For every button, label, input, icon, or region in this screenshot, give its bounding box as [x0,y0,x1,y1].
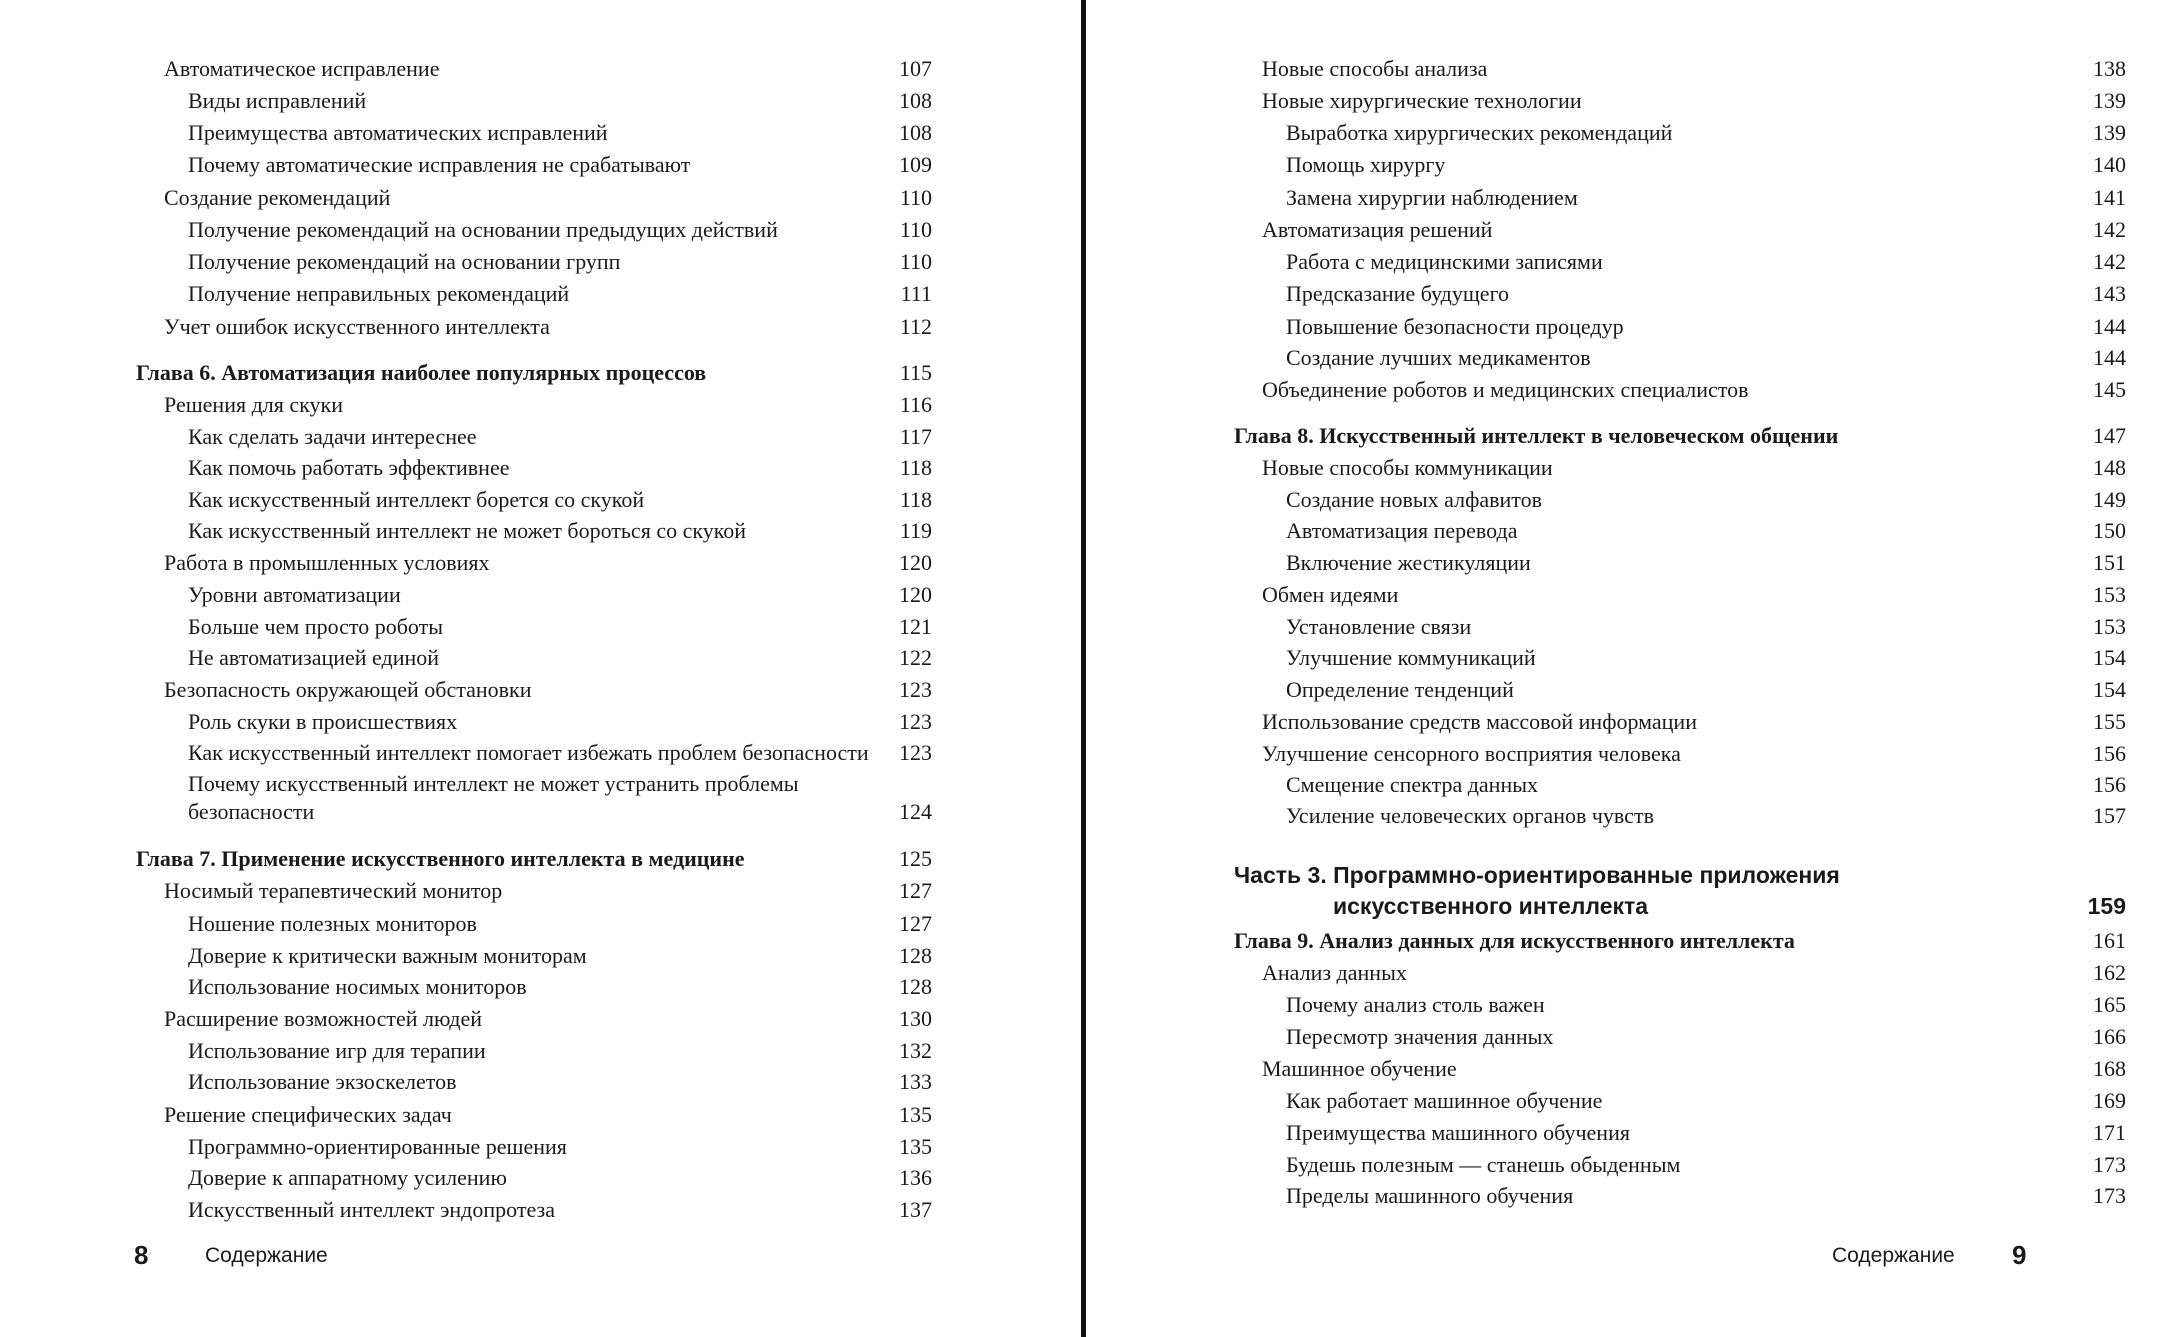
toc-entry-title: Почему автоматические исправления не срабатывают [188,152,691,177]
toc-entry-page: 120 [899,550,932,575]
toc-entry-page: 120 [899,582,932,607]
toc-entry-title: Как искусственный интеллект помогает избежать проблем безопасности [188,740,869,765]
toc-entry-title: Использование средств массовой информации [1262,709,1697,734]
toc-entry-page: 118 [899,455,932,480]
toc-entry-page: 145 [2093,377,2126,402]
toc-entry-title: Учет ошибок искусственного интеллекта [164,314,550,339]
page-number: 8 [134,1240,149,1270]
toc-entry-title: Создание рекомендаций [164,185,391,210]
toc-entry-page: 135 [899,1102,932,1127]
page-number: 9 [2012,1240,2027,1270]
toc-entry-page: 135 [899,1134,932,1159]
toc-entry-title: Улучшение сенсорного восприятия человека [1262,741,1681,766]
toc-entry-title: Не автоматизацией единой [188,645,440,670]
toc-entry-page: 154 [2093,645,2126,670]
left-page [0,0,1083,1337]
toc-entry-page: 165 [2093,992,2126,1017]
toc-entry-title: Как сделать задачи интереснее [188,424,477,449]
toc-entry-page: 144 [2093,314,2126,339]
toc-entry-page: 125 [899,846,932,871]
toc-entry-title: Безопасность окружающей обстановки [164,677,532,702]
toc-entry-title: Создание лучших медикаментов [1286,345,1591,370]
toc-entry-page: 123 [899,740,932,765]
toc-entry-title: Работа с медицинскими записями [1286,249,1603,274]
toc-entry-page: 110 [899,185,932,210]
toc-entry-page: 159 [2087,893,2126,919]
toc-entry-page: 110 [899,249,932,274]
footer-label: Содержание [205,1244,328,1267]
toc-entry-title: Почему искусственный интеллект не может устранить проблемы [188,771,799,796]
toc-entry-page: 112 [899,314,932,339]
toc-entry-page: 109 [899,152,932,177]
toc-entry-page: 118 [899,487,932,512]
toc-entry-title: Автоматизация решений [1262,217,1493,242]
toc-entry-page: 130 [899,1006,932,1031]
toc-entry-page: 115 [899,360,932,385]
toc-entry-title: Автоматизация перевода [1286,518,1518,543]
toc-entry-title: Преимущества автоматических исправлений [188,120,608,145]
toc-entry-title: Усиление человеческих органов чувств [1286,803,1654,828]
toc-entry-title: Создание новых алфавитов [1286,487,1543,512]
toc-entry-title: безопасности [188,799,315,824]
toc-entry-title: Помощь хирургу [1286,152,1446,177]
toc-entry-title: Анализ данных [1262,960,1407,985]
toc-entry-page: 171 [2093,1120,2126,1145]
toc-entry-page: 151 [2093,550,2126,575]
toc-entry-page: 169 [2093,1088,2126,1113]
toc-entry-page: 156 [2093,772,2126,797]
toc-entry-title: Будешь полезным — станешь обыденным [1286,1152,1681,1177]
toc-entry-page: 116 [899,392,932,417]
toc-entry-title: Предсказание будущего [1286,281,1510,306]
toc-entry-title: Уровни автоматизации [188,582,401,607]
toc-entry-page: 141 [2093,185,2126,210]
toc-entry-title: Объединение роботов и медицинских специалистов [1262,377,1749,402]
toc-entry-title: Как искусственный интеллект не может бороться со скукой [188,518,747,543]
toc-entry-title: Программно-ориентированные решения [188,1134,567,1159]
toc-entry-title: Глава 6. Автоматизация наиболее популярных процессов [136,360,707,385]
toc-entry-title: Роль скуки в происшествиях [188,709,458,734]
toc-entry-title: Установление связи [1286,614,1472,639]
toc-entry-page: 142 [2093,217,2126,242]
toc-entry-title: Почему анализ столь важен [1286,992,1545,1017]
toc-entry-title: Работа в промышленных условиях [164,550,490,575]
toc-entry-title: Носимый терапевтический монитор [164,878,503,903]
toc-entry-page: 110 [899,217,932,242]
toc-entry-title: Получение рекомендаций на основании групп [188,249,621,274]
toc-entry-page: 122 [899,645,932,670]
toc-entry-page: 148 [2093,455,2126,480]
toc-entry-title: Новые способы коммуникации [1262,455,1553,480]
toc-entry-page: 123 [899,677,932,702]
toc-entry-title: Получение рекомендаций на основании предыдущих действий [188,217,778,242]
toc-entry-page: 127 [899,878,932,903]
toc-entry-title: Как помочь работать эффективнее [188,455,510,480]
toc-entry-title: Ношение полезных мониторов [188,911,477,936]
toc-entry-page: 137 [899,1197,932,1222]
toc-entry-title: Как искусственный интеллект борется со скукой [188,487,645,512]
toc-entry-title: Машинное обучение [1262,1056,1457,1081]
toc-entry-page: 149 [2093,487,2126,512]
toc-entry-title: Решение специфических задач [164,1102,452,1127]
toc-entry-title: искусственного интеллекта [1333,893,1649,919]
toc-entry-title: Доверие к критически важным мониторам [188,943,587,968]
toc-entry-title: Глава 7. Применение искусственного интеллекта в медицине [136,846,745,871]
toc-entry-page: 117 [899,424,932,449]
toc-entry-title: Доверие к аппаратному усилению [188,1165,507,1190]
toc-entry-title: Получение неправильных рекомендаций [188,281,570,306]
toc-entry-page: 168 [2093,1056,2126,1081]
toc-entry-title: Повышение безопасности процедур [1286,314,1624,339]
footer-label: Содержание [1832,1244,1955,1267]
toc-entry-title: Использование экзоскелетов [188,1069,457,1094]
toc-entry-page: 142 [2093,249,2126,274]
toc-entry-page: 154 [2093,677,2126,702]
toc-entry-page: 127 [899,911,932,936]
toc-entry-page: 139 [2093,120,2126,145]
toc-entry-title: Определение тенденций [1286,677,1514,702]
toc-entry-page: 150 [2093,518,2126,543]
toc-entry-title: Использование носимых мониторов [188,974,527,999]
toc-entry-title: Выработка хирургических рекомендаций [1286,120,1673,145]
toc-entry-title: Виды исправлений [188,88,367,113]
toc-entry-page: 128 [899,974,932,999]
toc-entry-title: Замена хирургии наблюдением [1286,185,1578,210]
toc-entry-page: 140 [2093,152,2126,177]
toc-entry-page: 139 [2093,88,2126,113]
toc-entry-title: Решения для скуки [164,392,343,417]
toc-entry-page: 162 [2093,960,2126,985]
toc-entry-title: Преимущества машинного обучения [1286,1120,1630,1145]
toc-entry-page: 155 [2093,709,2126,734]
toc-entry-title: Больше чем просто роботы [188,614,444,639]
toc-entry-title: Новые способы анализа [1262,56,1488,81]
toc-entry-title: Искусственный интеллект эндопротеза [188,1197,555,1222]
toc-entry-title: Как работает машинное обучение [1286,1088,1603,1113]
toc-entry-page: 136 [899,1165,932,1190]
toc-entry-page: 128 [899,943,932,968]
toc-entry-page: 153 [2093,582,2126,607]
toc-entry-page: 107 [899,56,932,81]
toc-entry-title: Часть 3. Программно-ориентированные приложения [1234,862,1840,888]
toc-entry-page: 132 [899,1038,932,1063]
toc-entry-page: 121 [899,614,932,639]
toc-entry-page: 173 [2093,1152,2126,1177]
toc-entry-title: Пересмотр значения данных [1286,1024,1554,1049]
toc-entry-page: 144 [2093,345,2126,370]
toc-entry-page: 108 [899,120,932,145]
toc-entry-page: 153 [2093,614,2126,639]
toc-entry-page: 166 [2093,1024,2126,1049]
toc-entry-title: Автоматическое исправление [164,56,440,81]
toc-entry-page: 147 [2093,423,2126,448]
toc-entry-page: 123 [899,709,932,734]
toc-entry-page: 173 [2093,1183,2126,1208]
toc-entry-page: 138 [2093,56,2126,81]
toc-entry-page: 124 [899,799,932,824]
toc-entry-title: Включение жестикуляции [1286,550,1531,575]
toc-entry-page: 119 [899,518,932,543]
toc-entry-title: Новые хирургические технологии [1262,88,1582,113]
toc-entry-title: Пределы машинного обучения [1286,1183,1574,1208]
toc-entry-page: 161 [2093,928,2126,953]
toc-entry-title: Улучшение коммуникаций [1286,645,1536,670]
book-spine-gutter [1081,0,1086,1337]
toc-entry-title: Глава 9. Анализ данных для искусственного интеллекта [1234,928,1795,953]
toc-entry-title: Обмен идеями [1262,582,1399,607]
right-page [1088,0,2169,1337]
toc-entry-page: 157 [2093,803,2126,828]
toc-entry-title: Смещение спектра данных [1286,772,1539,797]
toc-entry-title: Расширение возможностей людей [164,1006,483,1031]
toc-entry-page: 133 [899,1069,932,1094]
toc-entry-title: Глава 8. Искусственный интеллект в человеческом общении [1234,423,1839,448]
toc-entry-page: 108 [899,88,932,113]
toc-entry-title: Использование игр для терапии [188,1038,486,1063]
toc-entry-page: 111 [900,281,932,306]
toc-entry-page: 143 [2093,281,2126,306]
toc-entry-page: 156 [2093,741,2126,766]
